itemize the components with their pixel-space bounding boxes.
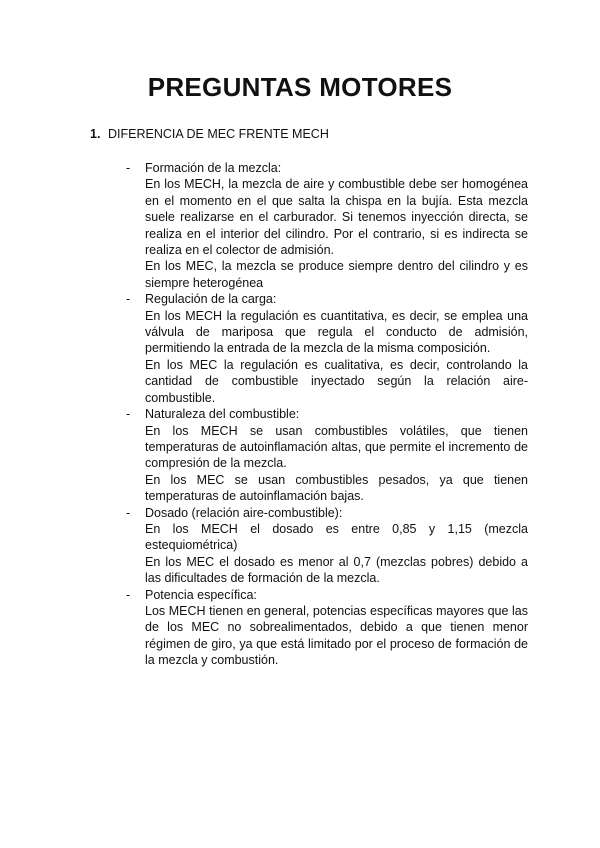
list-item (126, 406, 528, 504)
item-list (126, 160, 528, 669)
section-heading (90, 127, 329, 141)
bullet-dash: - (126, 292, 131, 307)
item-paragraph: Los MECH tienen en general, potencias específicas mayores que las de los MEC no sobrealimentados, debido a que tienen menor régimen de giro, ya que está limitado por el proceso de formación de la mezcla y combustión. (145, 603, 528, 668)
item-paragraph: En los MEC se usan combustibles pesados, ya que tienen temperaturas de autoinflamación bajas. (145, 472, 528, 504)
section-heading-text: DIFERENCIA DE MEC FRENTE MECH (108, 127, 329, 141)
item-paragraph: En los MEC la regulación es cualitativa, es decir, controlando la cantidad de combustible inyectado según la relación aire-combustible. (145, 357, 528, 405)
item-paragraph: En los MEC, la mezcla se produce siempre dentro del cilindro y es siempre heterogénea (145, 259, 528, 290)
page-title: PREGUNTAS MOTORES (147, 72, 453, 102)
bullet-dash: - (126, 161, 131, 175)
item-label: Regulación de la carga: (145, 292, 277, 307)
list-item (126, 587, 528, 669)
bullet-dash: - (126, 407, 131, 422)
item-label: Dosado (relación aire-combustible): (145, 505, 343, 520)
bullet-dash: - (126, 587, 131, 602)
bullet-dash: - (126, 505, 131, 520)
list-item (126, 160, 528, 291)
item-paragraph: En los MECH el dosado es entre 0,85 y 1,15 (mezcla estequiométrica) (145, 521, 528, 553)
item-label: Potencia específica: (145, 587, 257, 602)
item-paragraph: En los MEC el dosado es menor al 0,7 (mezclas pobres) debido a las dificultades de formación de la mezcla. (145, 554, 528, 586)
item-label: Naturaleza del combustible: (145, 407, 300, 422)
list-item (126, 505, 528, 587)
item-paragraph: En los MECH, la mezcla de aire y combustible debe ser homogénea en el momento en el que salta la chispa en la bujía. Esta mezcla suele realizarse en el carburador. Si tenemos inyección directa, se realiza en el interior del cilindro. Por el contrario, si es indirecta se realiza en el colector de admisión. (145, 177, 528, 258)
item-paragraph: En los MECH se usan combustibles volátiles, que tienen temperaturas de autoinflamación altas, que permite el incremento de compresión de la mezcla. (145, 423, 528, 471)
item-label: Formación de la mezcla: (145, 161, 282, 175)
list-item (126, 291, 528, 406)
item-paragraph: En los MECH la regulación es cuantitativa, es decir, se emplea una válvula de mariposa que regula el conducto de admisión, permitiendo la entrada de la mezcla de la misma composición. (145, 308, 528, 356)
section-number: 1. (90, 127, 101, 141)
